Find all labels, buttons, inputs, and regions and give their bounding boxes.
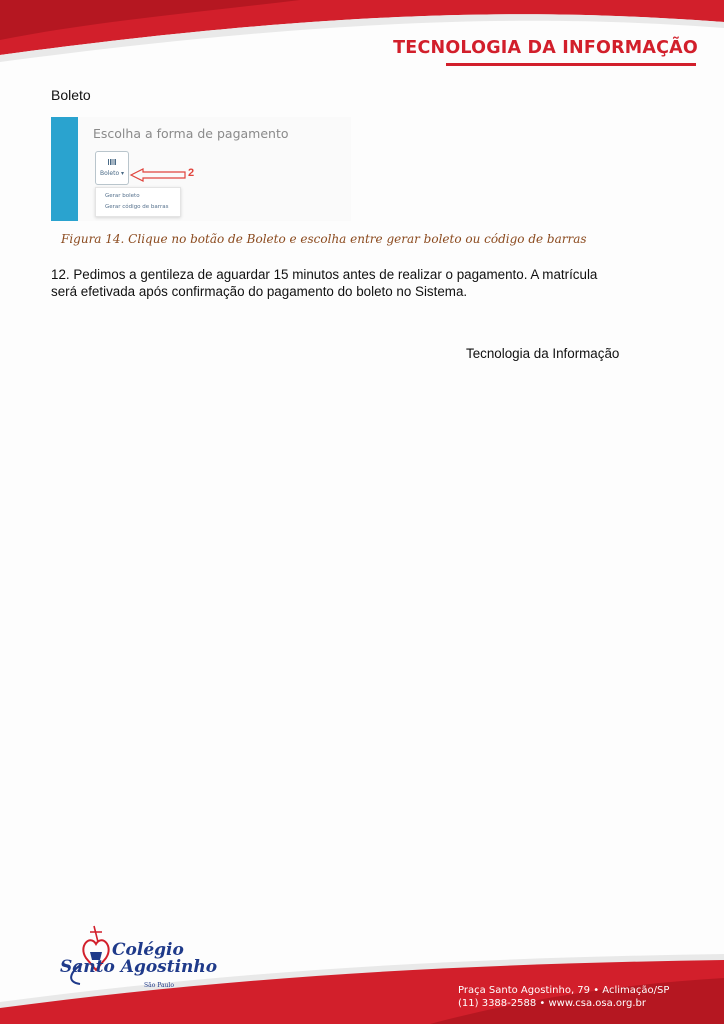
- payment-screenshot: [51, 117, 351, 221]
- signature: Tecnologia da Informação: [466, 346, 620, 361]
- step-number-annotation: 2: [188, 167, 195, 179]
- figure-caption: Figura 14. Clique no botão de Boleto e escolha entre gerar boleto ou código de barras: [61, 232, 587, 246]
- header-underline: [446, 63, 696, 66]
- payment-form-title: Escolha a forma de pagamento: [93, 126, 289, 141]
- footer-phone-website: (11) 3388-2588 • www.csa.osa.org.br: [458, 998, 646, 1009]
- boleto-button-label: Boleto ▾: [99, 170, 125, 177]
- section-label: Boleto: [51, 87, 91, 103]
- boleto-dropdown-menu: [95, 187, 181, 217]
- sidebar-strip: [51, 117, 78, 221]
- header-title: TECNOLOGIA DA INFORMAÇÃO: [393, 38, 698, 58]
- arrow-pointer-icon: [129, 167, 189, 183]
- barcode-icon: [108, 159, 117, 165]
- menu-item-gerar-boleto[interactable]: Gerar boleto: [105, 193, 140, 199]
- footer-address-line: Praça Santo Agostinho, 79 • Aclimação/SP: [458, 985, 670, 996]
- instruction-paragraph: 12. Pedimos a gentileza de aguardar 15 minutos antes de realizar o pagamento. A matrícula será efetivada após confirmação do pagamento do boleto no Sistema.: [51, 267, 598, 299]
- menu-item-gerar-codigo-barras[interactable]: Gerar código de barras: [105, 204, 169, 210]
- logo-text-colegio: Colégio: [112, 940, 184, 960]
- logo-text-santo-agostinho: Santo Agostinho: [60, 957, 218, 977]
- logo-text-sao-paulo: São Paulo: [144, 982, 174, 989]
- boleto-button[interactable]: [95, 151, 129, 185]
- footer-address: [458, 984, 669, 1010]
